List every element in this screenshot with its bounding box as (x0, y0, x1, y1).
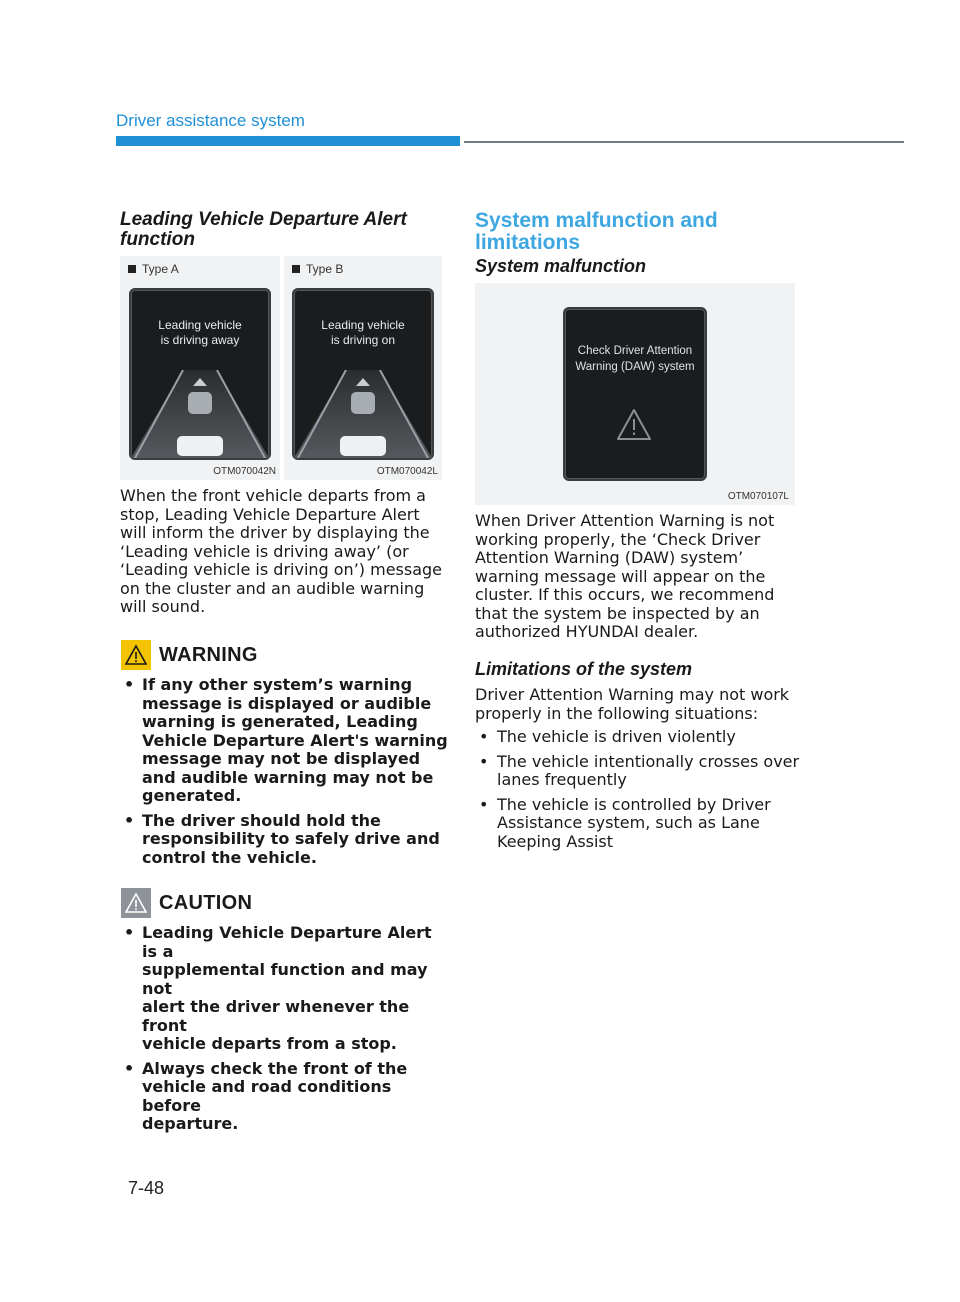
caution-list (120, 924, 450, 1140)
cluster-message: Leading vehicle is driving away (158, 318, 242, 347)
warning-list (120, 676, 450, 873)
square-bullet-icon (128, 265, 136, 273)
section-title: Driver assistance system (116, 111, 305, 130)
list-item: • The vehicle is controlled by Driver Assistance system, such as Lane Keeping Assist (479, 794, 771, 851)
figure-daw-malfunction (475, 283, 795, 505)
cluster-message: Leading vehicle is driving on (321, 318, 405, 347)
cluster-display (563, 307, 707, 481)
figure-type-b (284, 256, 442, 480)
malfunction-description: When Driver Attention Warning is not working properly, the ‘Check Driver Attention Warning (DAW) system’ warning message will appear on the cluster. If this occurs, we recommend that the system be inspected by an authorized HYUNDAI dealer. (475, 511, 775, 641)
list-item: • Always check the front of the vehicle and road conditions before departure. (124, 1058, 408, 1133)
header-accent-bar (116, 136, 460, 146)
warning-triangle-icon (615, 407, 653, 443)
header-divider (464, 141, 904, 143)
limitations-heading: Limitations of the system (475, 659, 693, 679)
figure-type-a (120, 256, 280, 480)
system-malfunction-heading: System malfunction (475, 256, 647, 276)
list-item: • The driver should hold the responsibility to safely drive and control the vehicle. (124, 810, 440, 867)
caution-header (121, 888, 252, 918)
malfunction-section-heading: System malfunction and limitations (475, 209, 718, 254)
page-number: 7-48 (128, 1178, 165, 1198)
limitations-intro: Driver Attention Warning may not work properly in the following situations: (475, 685, 790, 723)
list-item: • The vehicle intentionally crosses over lanes frequently (479, 751, 800, 789)
figure-code: OTM070042N (213, 466, 276, 477)
list-item: • The vehicle is driven violently (479, 727, 736, 746)
lvda-heading (120, 210, 407, 250)
limitations-list (475, 728, 805, 857)
lvda-description: When the front vehicle departs from a stop, Leading Vehicle Departure Alert will inform the driver by displaying the ‘Leading vehicle is driving away’ (or ‘Leading vehicle is driving on’) message on the cluster and an audible warning will sound. (120, 486, 443, 616)
cluster-display (292, 288, 434, 460)
road-graphic-icon (294, 370, 432, 458)
cluster-display (129, 288, 271, 460)
caution-triangle-icon (121, 888, 151, 918)
warning-triangle-icon (121, 640, 151, 670)
road-graphic-icon (131, 370, 269, 458)
warning-label: WARNING (159, 643, 258, 666)
caution-label: CAUTION (159, 891, 253, 914)
cluster-message: Check Driver Attention Warning (DAW) system (575, 345, 695, 373)
figure-code: OTM070042L (376, 466, 438, 477)
lvda-heading-line: function (120, 229, 195, 250)
figure-type-label: Type B (292, 262, 343, 276)
list-item: • If any other system’s warning message is displayed or audible warning is generated, Leading Vehicle Departure Alert's warning message may not be displayed and audible warning may not be generated. (124, 675, 448, 805)
square-bullet-icon (292, 265, 300, 273)
warning-header (121, 640, 258, 670)
lvda-heading-line: Leading Vehicle Departure Alert (120, 209, 407, 230)
figure-type-label: Type A (128, 262, 179, 276)
figure-code: OTM070107L (727, 491, 789, 502)
list-item: • Leading Vehicle Departure Alert is a supplemental function and may not alert the driver whenever the front vehicle departs from a stop. (124, 923, 432, 1053)
